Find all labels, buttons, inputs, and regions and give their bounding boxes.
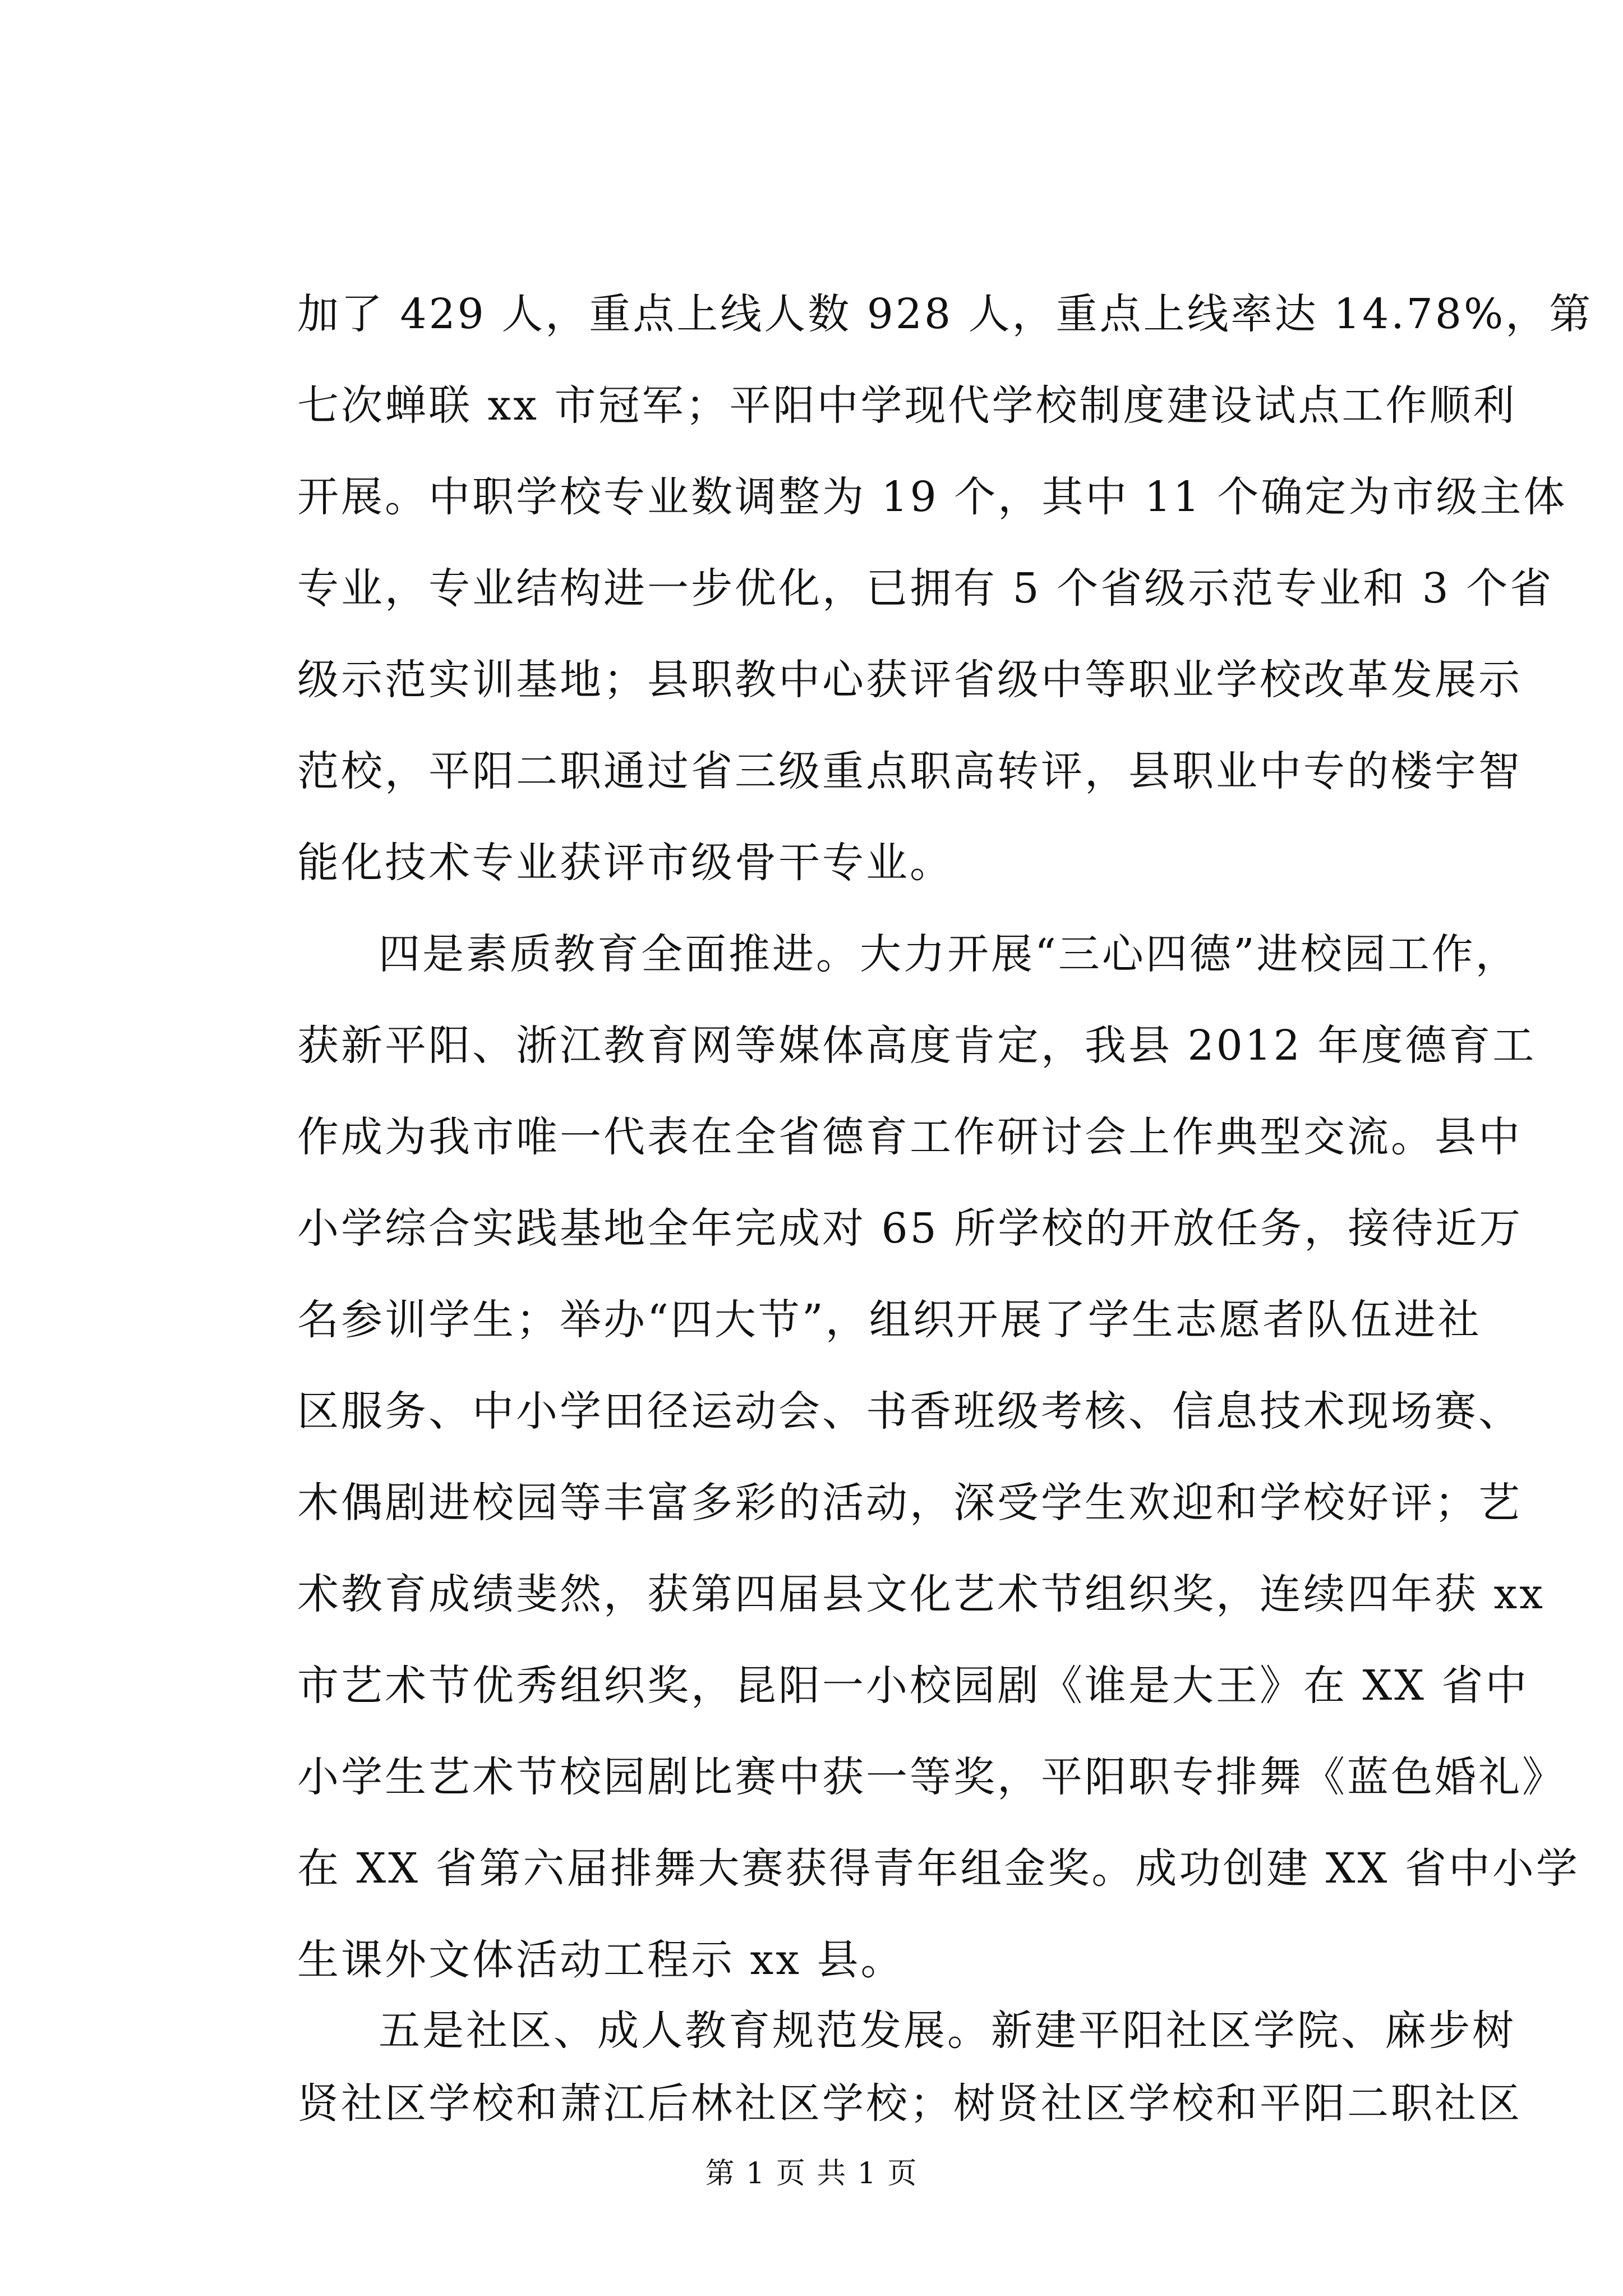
paragraph-start-line: 五是社区、成人教育规范发展。新建平阳社区学院、麻步树 — [379, 2007, 1516, 2055]
text-line: 生课外文体活动工程示 xx 县。 — [297, 1936, 905, 1984]
text-line: 名参训学生；举办“四大节”，组织开展了学生志愿者队伍进社 — [297, 1296, 1482, 1344]
text-line: 开展。中职学校专业数调整为 19 个，其中 11 个确定为市级主体 — [297, 473, 1567, 521]
text-line: 获新平阳、浙江教育网等媒体高度肯定，我县 2012 年度德育工 — [297, 1022, 1537, 1070]
text-line: 作成为我市唯一代表在全省德育工作研讨会上作典型交流。县中 — [297, 1113, 1522, 1161]
text-line: 范校，平阳二职通过省三级重点职高转评，县职业中专的楼宇智 — [297, 747, 1522, 795]
text-line: 贤社区学校和萧江后林社区学校；树贤社区学校和平阳二职社区 — [297, 2079, 1522, 2128]
text-line: 区服务、中小学田径运动会、书香班级考核、信息技术现场赛、 — [297, 1387, 1522, 1435]
text-line: 小学生艺术节校园剧比赛中获一等奖，平阳职专排舞《蓝色婚礼》 — [297, 1753, 1566, 1801]
text-line: 级示范实训基地；县职教中心获评省级中等职业学校改革发展示 — [297, 656, 1522, 704]
text-line: 七次蝉联 xx 市冠军；平阳中学现代学校制度建设试点工作顺利 — [297, 381, 1517, 430]
paragraph-start-line: 四是素质教育全面推进。大力开展“三心四德”进校园工作， — [379, 930, 1519, 978]
text-line: 加了 429 人，重点上线人数 928 人，重点上线率达 14.78%，第 — [297, 290, 1593, 338]
page-number-footer: 第 1 页 共 1 页 — [705, 2157, 918, 2191]
text-line: 在 XX 省第六届排舞大赛获得青年组金奖。成功创建 XX 省中小学 — [297, 1844, 1580, 1893]
text-line: 能化技术专业获评市级骨干专业。 — [297, 839, 953, 887]
text-line: 小学综合实践基地全年完成对 65 所学校的开放任务，接待近万 — [297, 1204, 1523, 1253]
text-line: 术教育成绩斐然，获第四届县文化艺术节组织奖，连续四年获 xx — [297, 1570, 1545, 1618]
text-line: 市艺术节优秀组织奖，昆阳一小校园剧《谁是大王》在 XX 省中 — [297, 1662, 1529, 1710]
text-line: 木偶剧进校园等丰富多彩的活动，深受学生欢迎和学校好评；艺 — [297, 1479, 1522, 1527]
text-line: 专业，专业结构进一步优化，已拥有 5 个省级示范专业和 3 个省 — [297, 564, 1554, 613]
